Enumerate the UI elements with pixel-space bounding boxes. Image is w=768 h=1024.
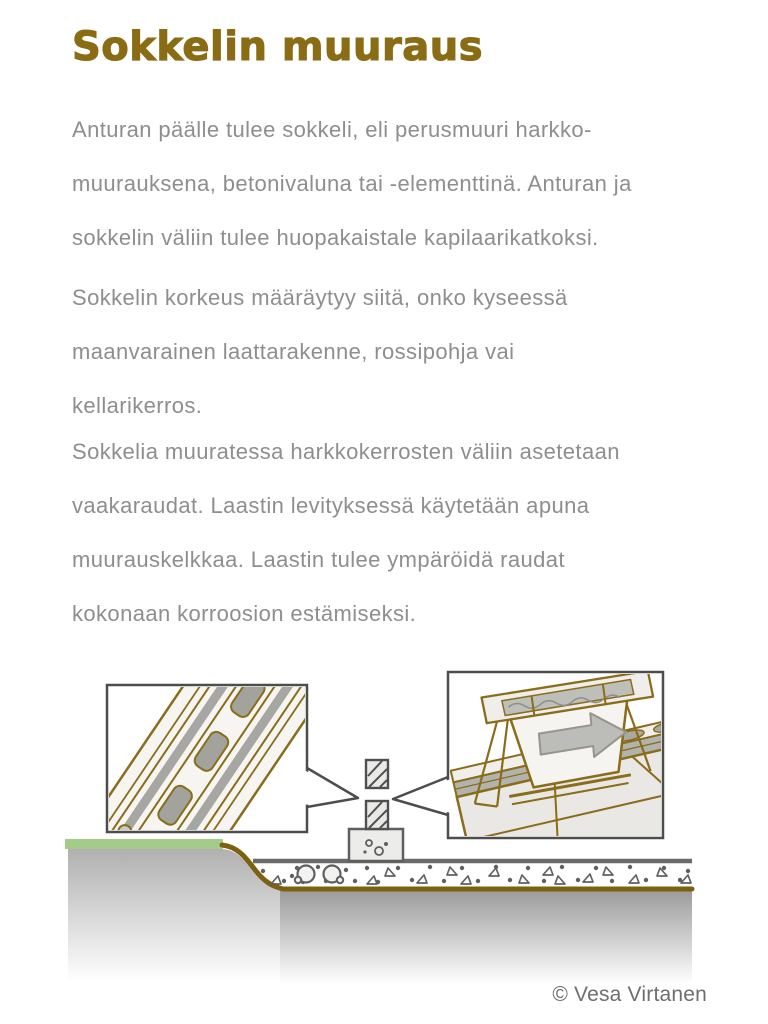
construction-illustration [0,650,768,995]
paragraph-3-line-2: vaakaraudat. Laastin levityksessä käytetään apuna [72,493,590,518]
paragraph-1 [72,103,712,265]
copyright-notice: © Vesa Virtanen [552,983,707,1006]
paragraph-1-line-1: Anturan päälle tulee sokkeli, eli perusmuuri harkko- [72,117,592,142]
paragraph-3-line-1: Sokkelia muuratessa harkkokerrosten väliin asetetaan [72,439,620,464]
paragraph-2 [72,271,712,433]
paragraph-2-line-1: Sokkelin korkeus määräytyy siitä, onko kyseessä [72,285,568,310]
paragraph-1-line-3: sokkelin väliin tulee huopakaistale kapilaarikatkoksi. [72,225,599,250]
grass [65,839,223,849]
paragraph-3-line-4: kokonaan korroosion estämiseksi. [72,601,417,626]
gravel-layer [261,865,691,884]
page-title: Sokkelin muuraus [72,24,484,70]
footing-antura [349,829,403,861]
paragraph-1-line-2: muurauksena, betonivaluna tai -elementtinä. Anturan ja [72,171,632,196]
masonry-sled-detail [451,671,720,880]
paragraph-2-line-2: maanvarainen laattarakenne, rossipohja vai [72,339,515,364]
paragraph-3-line-3: muurauskelkkaa. Laastin tulee ympäröidä raudat [72,547,565,572]
paragraph-2-line-3: kellarikerros. [72,393,203,418]
excavation-brown-line [222,845,692,889]
sokkeli-block-lower [366,801,388,829]
soil-right [280,891,692,983]
right-callout-box [393,671,720,880]
sokkeli-block-upper [366,760,388,788]
foundation-cross-section-drawing [0,650,768,995]
paragraph-3 [72,425,712,641]
